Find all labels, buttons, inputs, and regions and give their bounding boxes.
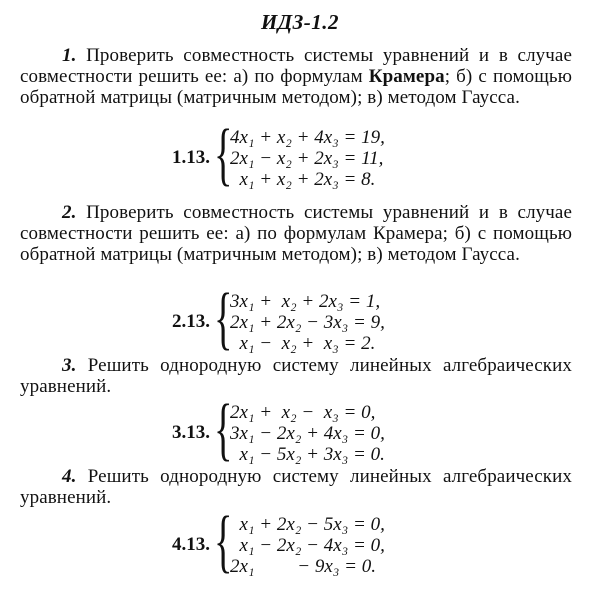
task-2-text [20,202,572,265]
brace-icon: { [214,116,233,193]
equation: 3x₁ − 2x₂ + 4x₃ = 0, [230,422,385,444]
system-4-label: 4.13. [172,534,210,555]
task-1-lead: Проверить совместность системы уравнений и в случае совместности решить ее: а) по формулам [20,45,572,87]
task-4-text [20,466,572,508]
equation: x₁ + x₂ + 2x₃ = 8. [230,168,376,190]
task-4-number: 4. [62,466,77,487]
brace-icon: { [214,503,233,580]
equation: 2x₁ − x₂ + 2x₃ = 11, [230,147,384,169]
equation: x₁ − 2x₂ − 4x₃ = 0, [230,534,385,556]
system-3-13 [172,391,385,468]
equation: 2x₁ + 2x₂ − 3x₃ = 9, [230,311,385,333]
task-2-number: 2. [62,202,77,223]
equation: 4x₁ + x₂ + 4x₃ = 19, [230,126,385,148]
equation: 2x₁ − 9x₃ = 0. [230,555,376,577]
system-4-13 [172,503,385,580]
brace-icon: { [214,391,233,468]
brace-icon: { [214,280,233,357]
task-1-text [20,45,572,108]
task-3-number: 3. [62,355,77,376]
equation: x₁ − 5x₂ + 3x₃ = 0. [230,443,385,465]
equation: 2x₁ + x₂ − x₃ = 0, [230,401,376,423]
task-4-lead: Решить однородную систему линейных алгебраических уравнений. [20,466,572,508]
task-2-lead: Проверить совместность системы уравнений и в случае совместности решить ее: а) по формулам Крамера; б) с помощью обратной матрицы (матричным методом); в) методом Гаусса. [20,202,572,265]
system-3-label: 3.13. [172,422,210,443]
task-1-strong: Крамера [368,66,445,87]
system-1-label: 1.13. [172,147,210,168]
equation: x₁ + 2x₂ − 5x₃ = 0, [230,513,385,535]
equation: 3x₁ + x₂ + 2x₃ = 1, [230,290,381,312]
system-2-13 [172,280,385,357]
task-1-number: 1. [62,45,77,66]
system-1-13 [172,116,385,193]
task-1-tail: ; б) с помощью обратной матрицы (матричным методом); в) методом Гаусса. [20,66,572,108]
system-2-label: 2.13. [172,311,210,332]
page-title: ИДЗ-1.2 [260,10,340,34]
equation: x₁ − x₂ + x₃ = 2. [230,332,376,354]
task-3-text [20,355,572,397]
task-3-lead: Решить однородную систему линейных алгебраических уравнений. [20,355,572,397]
